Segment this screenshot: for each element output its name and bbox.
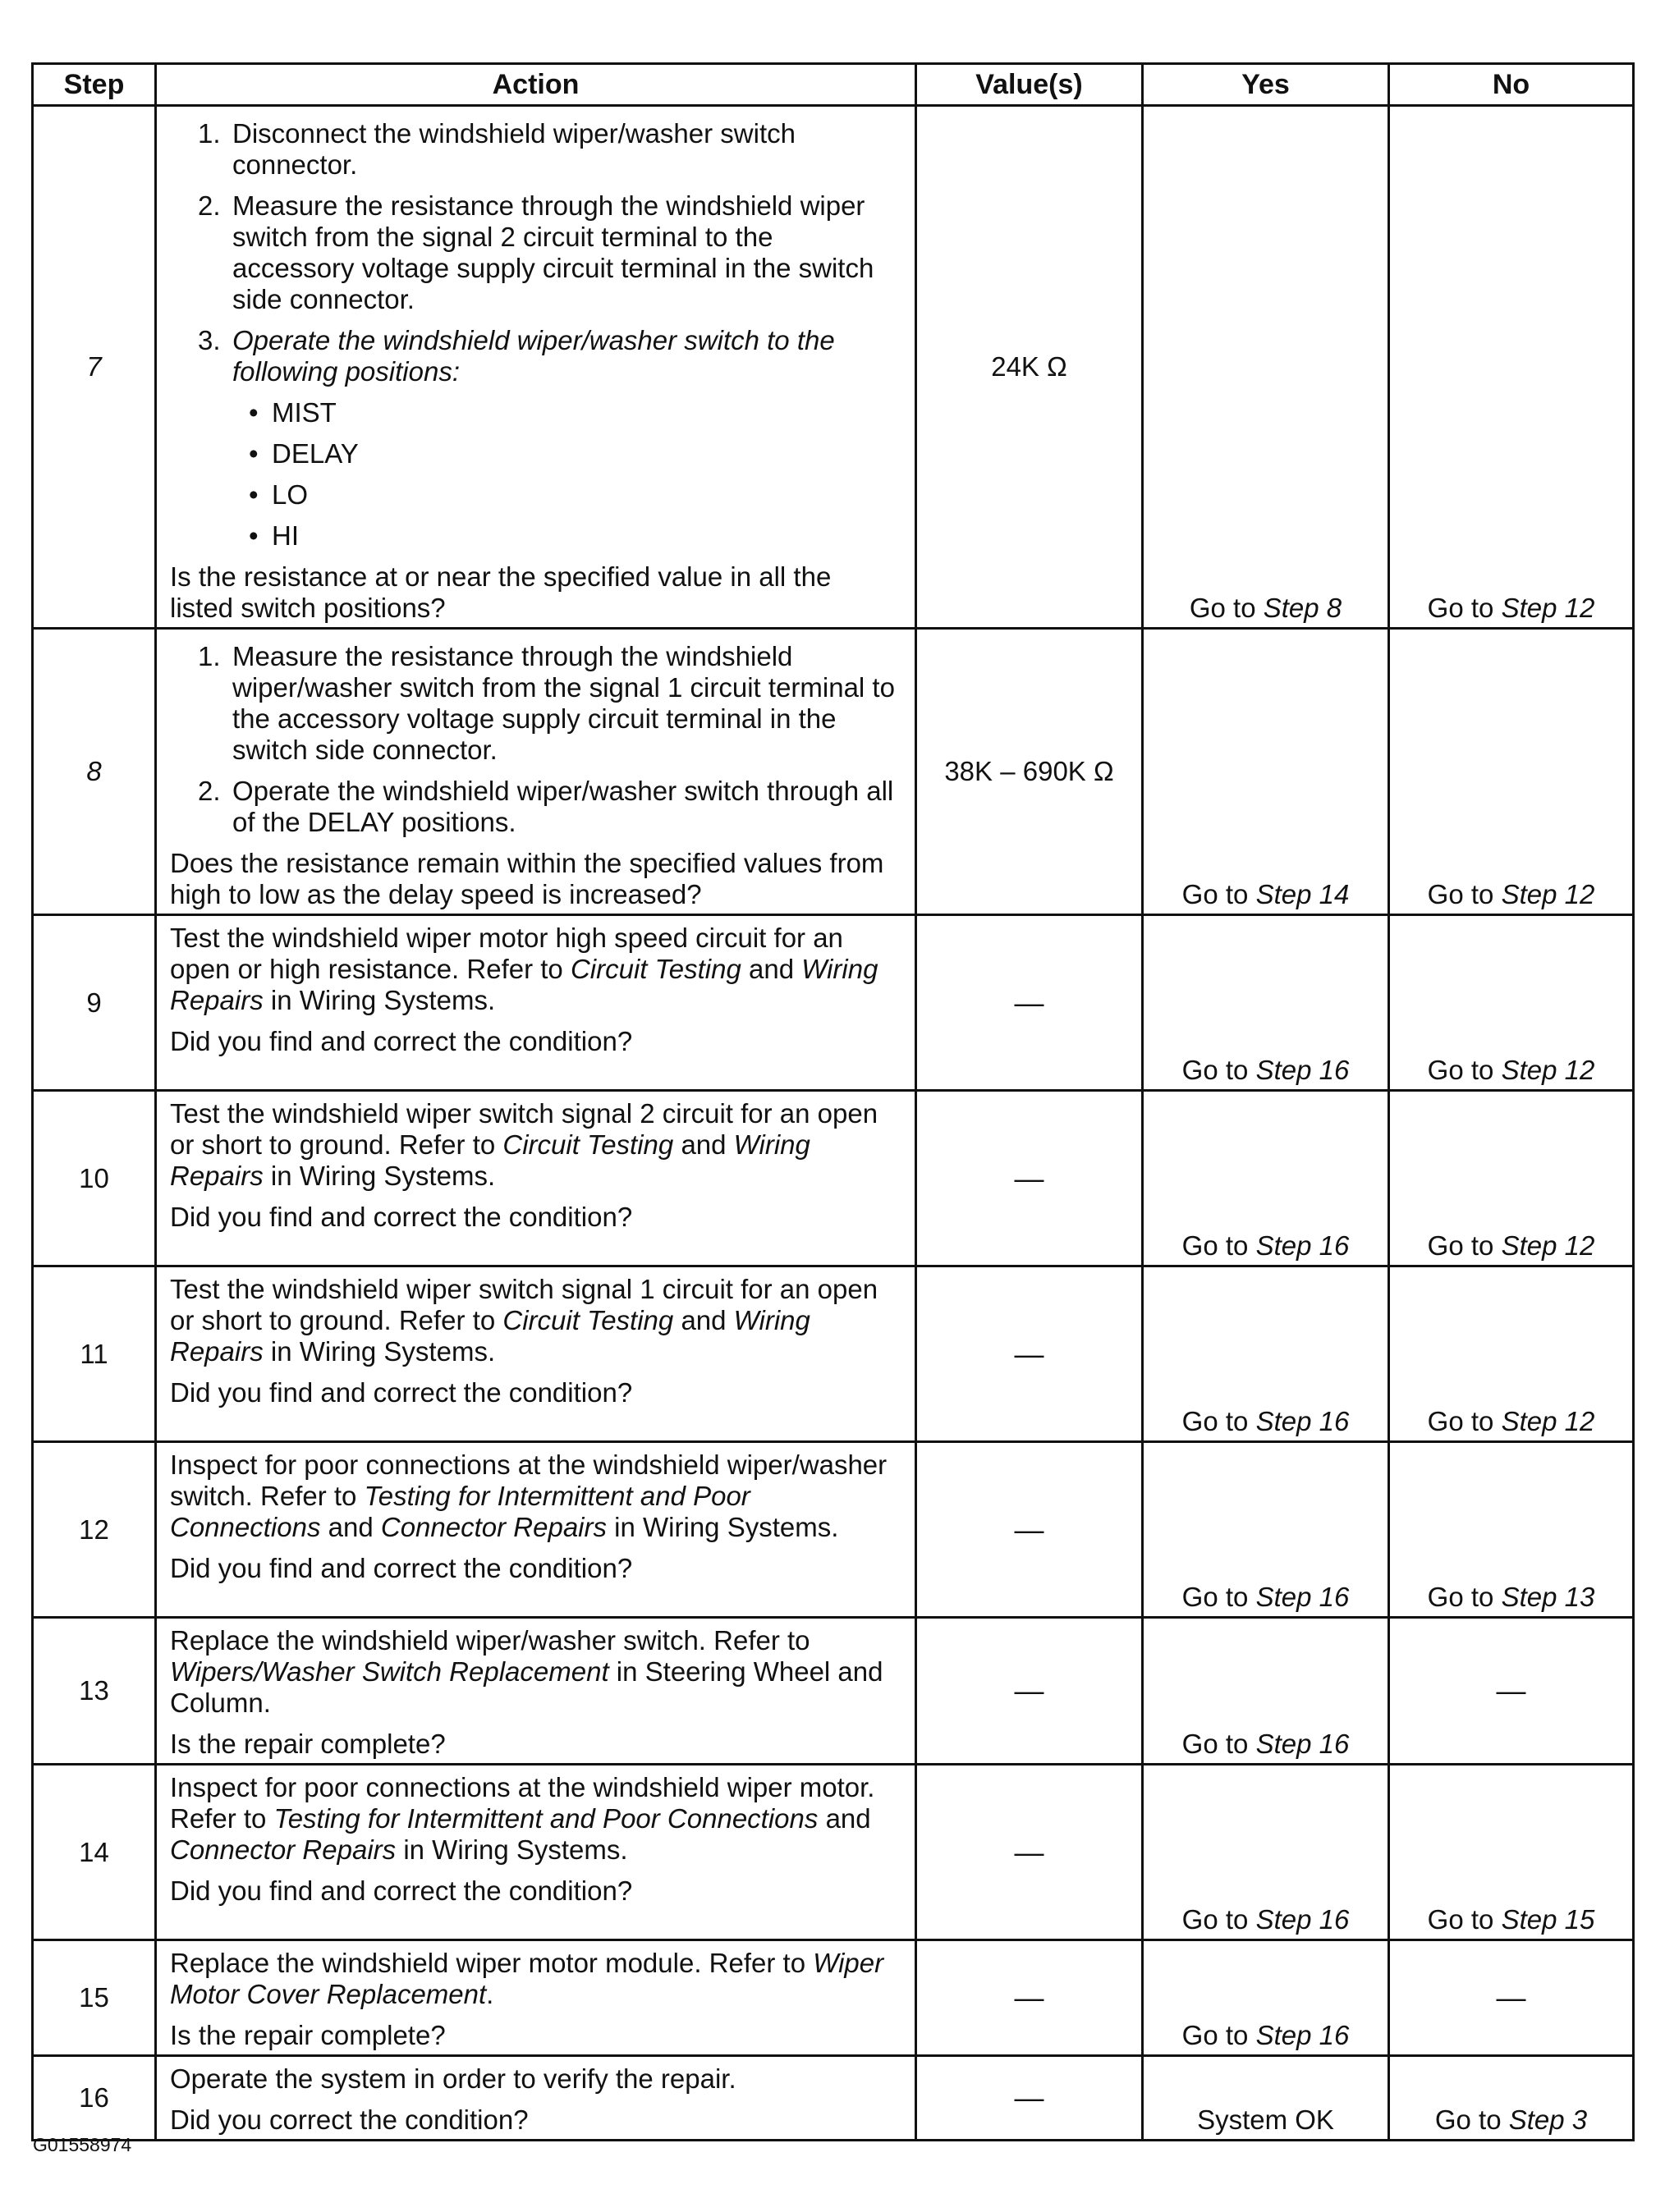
step-link: Step 12 [1501, 1055, 1595, 1085]
step-number: 16 [33, 2056, 156, 2141]
value-cell: 38K – 690K Ω [916, 629, 1143, 915]
question-text: Did you find and correct the condition? [170, 1026, 633, 1056]
question-text: Did you find and correct the condition? [170, 1875, 633, 1906]
action-cell: Test the windshield wiper motor high speed circuit for an open or high resistance. Refer to Circuit Testing and Wiring Repairs in Wiring Systems. Did you find and correct the condition? [156, 915, 916, 1091]
step-link: Step 16 [1255, 1729, 1350, 1759]
bullet-item: • MIST [249, 397, 337, 428]
value-cell: — [916, 1442, 1143, 1618]
no-cell: Go to Step 12 [1389, 1266, 1634, 1442]
yes-cell: Go to Step 14 [1143, 629, 1389, 915]
table-row [33, 2056, 1634, 2141]
bullet-item: • HI [249, 520, 299, 551]
column-header-yes: Yes [1143, 64, 1389, 106]
question-text: Did you find and correct the condition? [170, 1377, 633, 1408]
action-cell: Test the windshield wiper switch signal 2 circuit for an open or short to ground. Refer to Circuit Testing and Wiring Repairs in Wiring Systems. Did you find and correct the condition? [156, 1091, 916, 1266]
table-row [33, 1618, 1634, 1765]
no-cell: — [1389, 1940, 1634, 2056]
question-text: Did you correct the condition? [170, 2104, 529, 2135]
step-link: Step 12 [1501, 593, 1595, 623]
table-row [33, 106, 1634, 629]
table-row [33, 1091, 1634, 1266]
bullet-item: • LO [249, 479, 309, 510]
step-link: Step 15 [1501, 1904, 1595, 1935]
value-cell: — [916, 1618, 1143, 1765]
question-text: Did you find and correct the condition? [170, 1202, 633, 1232]
step-link: Step 12 [1501, 1406, 1595, 1436]
step-number: 7 [33, 106, 156, 629]
figure-code: G01558974 [33, 2134, 132, 2155]
table-row [33, 629, 1634, 915]
yes-cell: Go to Step 16 [1143, 1442, 1389, 1618]
step-number: 12 [33, 1442, 156, 1618]
yes-cell: Go to Step 16 [1143, 1091, 1389, 1266]
step-link: Step 16 [1255, 1230, 1350, 1261]
value-cell: — [916, 1091, 1143, 1266]
step-link: Step 12 [1501, 1230, 1595, 1261]
step-number: 10 [33, 1091, 156, 1266]
value-cell: — [916, 1765, 1143, 1940]
step-link: Step 16 [1255, 1904, 1350, 1935]
action-cell [156, 106, 916, 629]
yes-cell: System OK [1143, 2056, 1389, 2141]
value-cell: — [916, 1266, 1143, 1442]
list-item: 1. Measure the resistance through the windshield wiper/washer switch from the signal 1 circuit terminal to the accessory voltage supply circuit terminal in the switch side connector. [198, 641, 895, 765]
no-cell: Go to Step 12 [1389, 915, 1634, 1091]
step-number: 8 [33, 629, 156, 915]
yes-cell: Go to Step 16 [1143, 915, 1389, 1091]
value-cell: 24K Ω [916, 106, 1143, 629]
step-number: 15 [33, 1940, 156, 2056]
step-link: Step 14 [1255, 879, 1350, 909]
no-cell: — [1389, 1618, 1634, 1765]
diagnostic-table [31, 62, 1635, 2141]
table-row [33, 1266, 1634, 1442]
step-link: Step 16 [1255, 1582, 1350, 1612]
table-row [33, 1765, 1634, 1940]
no-cell: Go to Step 12 [1389, 106, 1634, 629]
step-link: Step 16 [1255, 2020, 1350, 2050]
step-number: 13 [33, 1618, 156, 1765]
action-cell [156, 629, 916, 915]
list-item: 1. Disconnect the windshield wiper/washer switch connector. [198, 118, 796, 180]
step-link: Step 8 [1263, 593, 1342, 623]
yes-cell: Go to Step 16 [1143, 1940, 1389, 2056]
question-text: Is the repair complete? [170, 2020, 446, 2050]
question-text: Does the resistance remain within the specified values from high to low as the delay speed is increased? [170, 848, 884, 909]
step-link: Step 3 [1508, 2104, 1588, 2135]
action-cell: Operate the system in order to verify the repair. Did you correct the condition? [156, 2056, 916, 2141]
value-cell: — [916, 1940, 1143, 2056]
column-header-step: Step [33, 64, 156, 106]
yes-cell: Go to Step 16 [1143, 1765, 1389, 1940]
no-cell: Go to Step 15 [1389, 1765, 1634, 1940]
step-link: Step 12 [1501, 879, 1595, 909]
table-row [33, 1940, 1634, 2056]
action-cell: Inspect for poor connections at the windshield wiper/washer switch. Refer to Testing for Intermittent and Poor Connections and Connector Repairs in Wiring Systems. Did you find and correct the condition? [156, 1442, 916, 1618]
step-link: Step 16 [1255, 1406, 1350, 1436]
question-text: Is the resistance at or near the specified value in all the listed switch positions? [170, 561, 832, 623]
step-number: 14 [33, 1765, 156, 1940]
step-number: 11 [33, 1266, 156, 1442]
yes-cell: Go to Step 16 [1143, 1618, 1389, 1765]
question-text: Did you find and correct the condition? [170, 1553, 633, 1583]
step-link: Step 13 [1501, 1582, 1595, 1612]
no-cell: Go to Step 12 [1389, 629, 1634, 915]
yes-cell: Go to Step 16 [1143, 1266, 1389, 1442]
action-cell: Replace the windshield wiper/washer switch. Refer to Wipers/Washer Switch Replacement in Steering Wheel and Column. Is the repair complete? [156, 1618, 916, 1765]
action-cell: Inspect for poor connections at the windshield wiper motor. Refer to Testing for Intermittent and Poor Connections and Connector Repairs in Wiring Systems. Did you find and correct the condition? [156, 1765, 916, 1940]
yes-cell: Go to Step 8 [1143, 106, 1389, 629]
step-number: 9 [33, 915, 156, 1091]
value-cell: — [916, 915, 1143, 1091]
no-cell: Go to Step 3 [1389, 2056, 1634, 2141]
table-header-row [33, 64, 1634, 106]
action-cell: Replace the windshield wiper motor module. Refer to Wiper Motor Cover Replacement. Is the repair complete? [156, 1940, 916, 2056]
question-text: Is the repair complete? [170, 1729, 446, 1759]
table-row [33, 1442, 1634, 1618]
table-row [33, 915, 1634, 1091]
column-header-no: No [1389, 64, 1634, 106]
column-header-values: Value(s) [916, 64, 1143, 106]
action-cell: Test the windshield wiper switch signal 1 circuit for an open or short to ground. Refer to Circuit Testing and Wiring Repairs in Wiring Systems. Did you find and correct the condition? [156, 1266, 916, 1442]
value-cell: — [916, 2056, 1143, 2141]
no-cell: Go to Step 12 [1389, 1091, 1634, 1266]
bullet-item: • DELAY [249, 438, 359, 469]
no-cell: Go to Step 13 [1389, 1442, 1634, 1618]
column-header-action: Action [156, 64, 916, 106]
step-link: Step 16 [1255, 1055, 1350, 1085]
list-item: 2. Operate the windshield wiper/washer switch through all of the DELAY positions. [198, 776, 894, 837]
list-item: 3. Operate the windshield wiper/washer switch to the following positions: [198, 325, 835, 387]
list-item: 2. Measure the resistance through the windshield wiper switch from the signal 2 circuit terminal to the accessory voltage supply circuit terminal in the switch side connector. [198, 190, 874, 314]
